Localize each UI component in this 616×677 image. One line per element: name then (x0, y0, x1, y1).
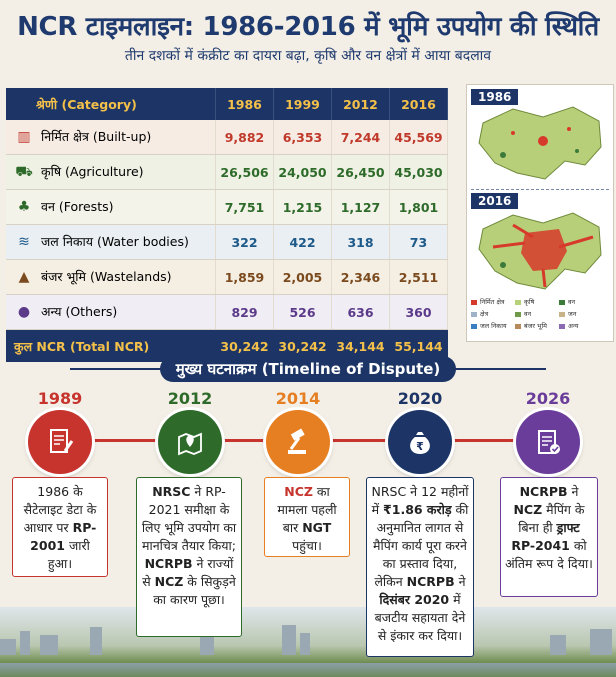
row-value: 1,215 (274, 190, 332, 225)
legend-item (515, 309, 559, 318)
page-title: NCR टाइमलाइन: 1986-2016 में भूमि उपयोग की स्थिति (17, 12, 599, 42)
map-1986 (473, 103, 607, 185)
event-year-1989: 1989 (37, 389, 83, 408)
col-1986: 1986 (216, 88, 274, 120)
row-category (6, 190, 216, 225)
legend-item (515, 297, 559, 306)
legend-item (471, 297, 515, 306)
row-value: 7,244 (332, 120, 390, 155)
legend-swatch (471, 312, 477, 317)
legend-swatch (559, 312, 565, 317)
row-value: 1,127 (332, 190, 390, 225)
city-skyline-background (0, 607, 616, 677)
legend-label: क्षेत्र (480, 310, 489, 318)
total-value: 55,144 (390, 330, 448, 363)
legend-label: निर्मित क्षेत्र (480, 298, 505, 306)
tree-icon: ♣ (17, 199, 31, 216)
row-value: 26,506 (216, 155, 274, 190)
legend-item (515, 321, 559, 330)
row-value: 2,346 (332, 260, 390, 295)
total-value: 34,144 (332, 330, 390, 363)
col-1999: 1999 (274, 88, 332, 120)
row-category (6, 155, 216, 190)
table-row (6, 295, 448, 330)
total-label: कुल NCR (Total NCR) (6, 330, 216, 363)
legend-label: जन (568, 310, 577, 318)
tractor-icon: ⛟ (15, 164, 33, 181)
land-use-maps-panel (466, 84, 614, 342)
legend-swatch (559, 300, 565, 305)
row-value: 829 (216, 295, 274, 330)
row-label: बंजर भूमि (Wastelands) (41, 268, 172, 284)
legend-item (559, 321, 603, 330)
row-value: 318 (332, 225, 390, 260)
map-divider (471, 189, 609, 190)
row-label: अन्य (Others) (41, 303, 118, 319)
row-label: निर्मित क्षेत्र (Built-up) (41, 128, 152, 144)
table-row (6, 155, 448, 190)
row-value: 2,511 (390, 260, 448, 295)
total-value: 30,242 (216, 330, 274, 363)
document-pen-icon (28, 410, 92, 474)
svg-text:₹: ₹ (416, 440, 424, 453)
table-row (6, 190, 448, 225)
row-value: 1,801 (390, 190, 448, 225)
table-row (6, 225, 448, 260)
event-card-1989: 1986 के सैटेलाइट डेटा के आधार पर RP-2001 जारी हुआ। (12, 477, 108, 577)
legend-swatch (471, 324, 477, 329)
row-value: 526 (274, 295, 332, 330)
gavel-icon (266, 410, 330, 474)
map-2016 (473, 207, 607, 295)
row-value: 636 (332, 295, 390, 330)
row-value: 7,751 (216, 190, 274, 225)
land-use-table (6, 88, 448, 362)
row-label: वन (Forests) (41, 198, 114, 214)
timeline-heading-label: मुख्य घटनाक्रम (Timeline of Dispute) (160, 356, 457, 382)
event-card-2020: NRSC ने 12 महीनों में ₹1.86 करोड़ की अनुमानित लागत से मैपिंग कार्य पूरा करने का प्रस्ताव दिया, लेकिन NCRPB ने दिसंबर 2020 में बजटीय सहायता देने से इंकार कर दिया। (366, 477, 474, 657)
legend-label: अन्य (568, 322, 579, 330)
legend-label: वन (568, 298, 576, 306)
table-row (6, 120, 448, 155)
row-label: कृषि (Agriculture) (41, 163, 144, 179)
map-label-2016: 2016 (471, 193, 518, 209)
map-label-1986: 1986 (471, 89, 518, 105)
row-value: 9,882 (216, 120, 274, 155)
legend-item (471, 309, 515, 318)
row-value: 1,859 (216, 260, 274, 295)
event-card-2014: NCZ का मामला पहली बार NGT पहुंचा। (264, 477, 350, 557)
table-row (6, 260, 448, 295)
total-value: 30,242 (274, 330, 332, 363)
col-category: श्रेणी (Category) (6, 88, 216, 120)
row-value: 45,030 (390, 155, 448, 190)
row-category (6, 260, 216, 295)
rupee-bag-icon (388, 410, 452, 474)
water-icon: ≋ (18, 234, 30, 251)
wasteland-icon: ▲ (18, 269, 30, 286)
row-category (6, 120, 216, 155)
event-card-2026: NCRPB ने NCZ मैपिंग के बिना ही ड्राफ्ट RP-2041 को अंतिम रूप दे दिया। (500, 477, 598, 597)
event-year-2026: 2026 (525, 389, 571, 408)
row-value: 24,050 (274, 155, 332, 190)
row-label: जल निकाय (Water bodies) (41, 233, 189, 249)
legend-label: वन (524, 310, 532, 318)
row-value: 45,569 (390, 120, 448, 155)
row-value: 2,005 (274, 260, 332, 295)
col-2012: 2012 (332, 88, 390, 120)
row-value: 73 (390, 225, 448, 260)
row-value: 322 (216, 225, 274, 260)
circle-icon: ● (17, 304, 31, 321)
col-2016: 2016 (390, 88, 448, 120)
event-card-2012: NRSC ने RP-2021 समीक्षा के लिए भूमि उपयोग का मानचित्र तैयार किया; NCRPB ने राज्यों से NCZ के सिकुड़ने का कारण पूछा। (136, 477, 242, 637)
legend-swatch (515, 300, 521, 305)
page-subtitle: तीन दशकों में कंक्रीट का दायरा बढ़ा, कृषि और वन क्षेत्रों में आया बदलाव (124, 48, 492, 64)
legend-item (559, 309, 603, 318)
checklist-icon (516, 410, 580, 474)
table-header-row (6, 88, 448, 120)
event-year-2014: 2014 (275, 389, 321, 408)
legend-swatch (515, 312, 521, 317)
event-year-2020: 2020 (397, 389, 443, 408)
legend-label: जल निकाय (480, 322, 507, 330)
legend-swatch (559, 324, 565, 329)
event-year-2012: 2012 (167, 389, 213, 408)
row-category (6, 225, 216, 260)
legend-swatch (471, 300, 477, 305)
legend-label: बंजर भूमि (524, 322, 548, 330)
legend-label: कृषि (524, 298, 535, 306)
row-value: 26,450 (332, 155, 390, 190)
row-category (6, 295, 216, 330)
row-value: 360 (390, 295, 448, 330)
legend-item (559, 297, 603, 306)
map-legend (471, 297, 611, 333)
timeline-heading (0, 356, 616, 382)
map-pin-icon (158, 410, 222, 474)
legend-swatch (515, 324, 521, 329)
row-value: 422 (274, 225, 332, 260)
row-value: 6,353 (274, 120, 332, 155)
legend-item (471, 321, 515, 330)
building-icon: ▥ (17, 129, 31, 146)
